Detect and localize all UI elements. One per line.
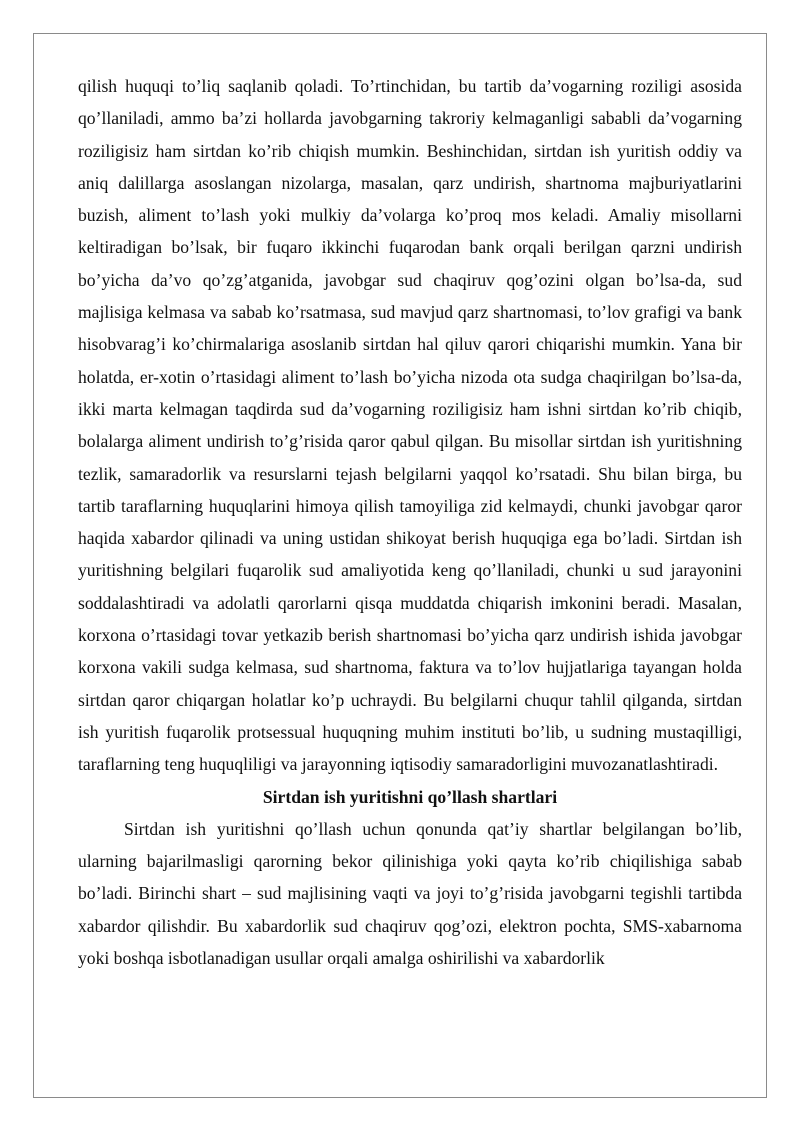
document-body: [78, 70, 742, 974]
section-heading: Sirtdan ish yuritishni qo’llash shartlari: [262, 786, 558, 807]
body-paragraph: Sirtdan ish yuritishni qo’llash uchun qonunda qat’iy shartlar belgilangan bo’lib, ularning bajarilmasligi qarorning bekor qilinishiga yoki qayta ko’rib chiqilishiga sabab bo’ladi. Birinchi shart – sud majlisining vaqti va joyi to’g’risida javobgarni tegishli tartibda xabardor qilishdir. Bu xabardorlik sud chaqiruv qog’ozi, elektron pochta, SMS-xabarnoma yoki boshqa isbotlanadigan usullar orqali amalga oshirilishi va xabardorlik: [78, 818, 742, 969]
body-paragraph: qilish huquqi to’liq saqlanib qoladi. To’rtinchidan, bu tartib da’vogarning roziligi asosida qo’llaniladi, ammo ba’zi hollarda javobgarning takroriy kelmaganligi sababli da’vogarning roziligisiz ham sirtdan ko’rib chiqish mumkin. Beshinchidan, sirtdan ish yuritish oddiy va aniq dalillarga asoslangan nizolarga, masalan, qarz undirish, shartnoma majburiyatlarini buzish, aliment to’lash yoki mulkiy da’volarga ko’proq mos keladi. Amaliy misollarni keltiradigan bo’lsak, bir fuqaro ikkinchi fuqarodan bank orqali berilgan qarzni undirish bo’yicha da’vo qo’zg’atganida, javobgar sud chaqiruv qog’ozini olgan bo’lsa-da, sud majlisiga kelmasa va sabab ko’rsatmasa, sud mavjud qarz shartnomasi, to’lov grafigi va bank hisobvarag’i ko’chirmalariga asoslanib sirtdan hal qiluv qarori chiqarishi mumkin. Yana bir holatda, er-xotin o’rtasidagi aliment to’lash bo’yicha nizoda ota sudga chaqirilgan bo’lsa-da, ikki marta kelmagan taqdirda sud da’vogarning roziligisiz ham ishni sirtdan ko’rib chiqib, bolalarga aliment undirish to’g’risida qaror qabul qilgan. Bu misollar sirtdan ish yuritishning tezlik, samaradorlik va resurslarni tejash belgilarni yaqqol ko’rsatadi. Shu bilan birga, bu tartib taraflarning huquqlarini himoya qilish tamoyiliga zid kelmaydi, chunki javobgar qaror haqida xabardor qilinadi va uning ustidan shikoyat berish huquqiga ega bo’ladi. Sirtdan ish yuritishning belgilari fuqarolik sud amaliyotida keng qo’llaniladi, chunki u sud jarayonini soddalashtiradi va adolatli qarorlarni qisqa muddatda chiqarish imkonini beradi. Masalan, korxona o’rtasidagi tovar yetkazib berish shartnomasi bo’yicha qarz undirish ishida javobgar korxona vakili sudga kelmasa, sud shartnoma, faktura va to’lov hujjatlariga tayangan holda sirtdan qaror chiqargan holatlar ko’p uchraydi. Bu belgilarni chuqur tahlil qilganda, sirtdan ish yuritish fuqarolik protsessual huquqning muhim instituti bo’lib, u sudning mustaqilligi, taraflarning teng huquqliligi va jarayonning iqtisodiy samaradorligini muvozanatlashtiradi.: [78, 76, 742, 775]
